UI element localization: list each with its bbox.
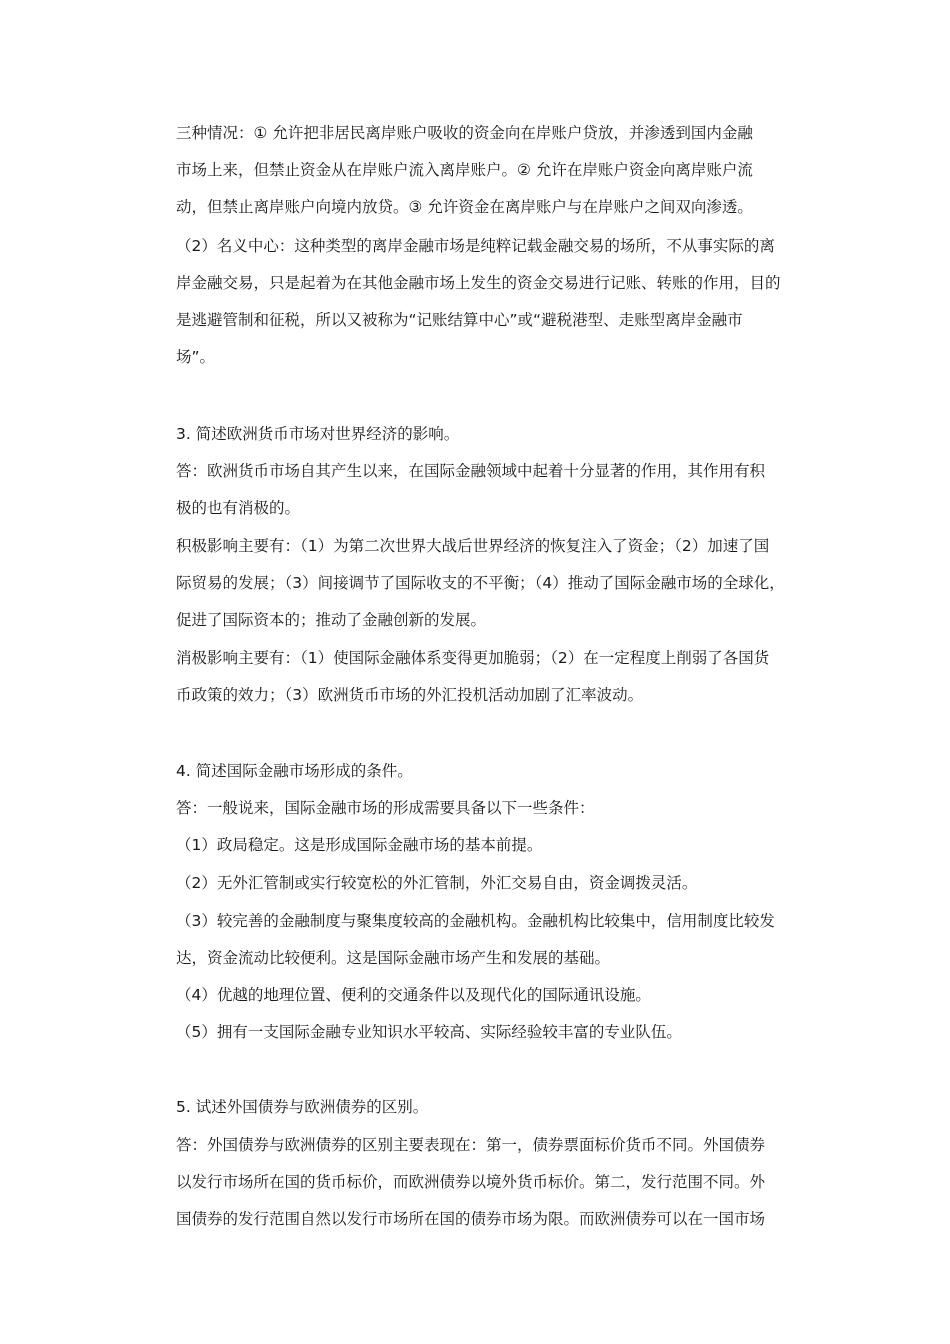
text-line: 消极影响主要有：（1）使国际金融体系变得更加脆弱；（2）在一定程度上削弱了各国货 xyxy=(176,649,770,667)
text-line: 际贸易的发展；（3）间接调节了国际收支的不平衡；（4）推动了国际金融市场的全球化， xyxy=(176,574,785,592)
text-line: 币政策的效力；（3）欧洲货币市场的外汇投机活动加剧了汇率波动。 xyxy=(176,686,644,704)
text-line: 达，资金流动比较便利。这是国际金融市场产生和发展的基础。 xyxy=(176,949,611,967)
text-line: （2）无外汇管制或实行较宽松的外汇管制，外汇交易自由，资金调拨灵活。 xyxy=(176,874,698,892)
text-line: 国债券的发行范围自然以发行市场所在国的债券市场为限。而欧洲债券可以在一国市场 xyxy=(176,1210,766,1228)
text-line: （5）拥有一支国际金融专业知识水平较高、实际经验较丰富的专业队伍。 xyxy=(176,1023,682,1041)
text-line: 积极影响主要有：（1）为第二次世界大战后世界经济的恢复注入了资金；（2）加速了国 xyxy=(176,537,770,555)
question-heading: 3. 简述欧洲货币市场对世界经济的影响。 xyxy=(176,425,460,443)
text-line: 促进了国际资本的；推动了金融创新的发展。 xyxy=(176,611,487,629)
text-line: 答：一般说来，国际金融市场的形成需要具备以下一些条件： xyxy=(176,799,595,817)
text-line: 答：欧洲货币市场自其产生以来，在国际金融领域中起着十分显著的作用，其作用有积 xyxy=(176,462,766,480)
question-heading: 4. 简述国际金融市场形成的条件。 xyxy=(176,762,413,780)
text-line: 三种情况：① 允许把非居民离岸账户吸收的资金向在岸账户贷放，并渗透到国内金融 xyxy=(176,124,753,142)
text-line: 以发行市场所在国的货币标价，而欧洲债券以境外货币标价。第二，发行范围不同。外 xyxy=(176,1173,766,1191)
text-line: 场”。 xyxy=(176,348,216,366)
text-line: （1）政局稳定。这是形成国际金融市场的基本前提。 xyxy=(176,836,543,854)
text-line: 是逃避管制和征税，所以又被称为“记账结算中心”或“避税港型、走账型离岸金融市 xyxy=(176,311,743,329)
text-line: 极的也有消极的。 xyxy=(176,499,301,517)
text-line: 市场上来，但禁止资金从在岸账户流入离岸账户。② 允许在岸账户资金向离岸账户流 xyxy=(176,161,753,179)
text-line: 岸金融交易，只是起着为在其他金融市场上发生的资金交易进行记账、转账的作用，目的 xyxy=(176,274,781,292)
text-line: 动，但禁止离岸账户向境内放贷。③ 允许资金在离岸账户与在岸账户之间双向渗透。 xyxy=(176,198,753,216)
text-line: （3）较完善的金融制度与聚集度较高的金融机构。金融机构比较集中，信用制度比较发 xyxy=(176,912,775,930)
question-heading: 5. 试述外国债券与欧洲债券的区别。 xyxy=(176,1098,429,1116)
text-line: （2）名义中心：这种类型的离岸金融市场是纯粹记载金融交易的场所，不从事实际的离 xyxy=(176,237,775,255)
text-line: 答：外国债券与欧洲债券的区别主要表现在：第一，债券票面标价货币不同。外国债券 xyxy=(176,1136,766,1154)
text-line: （4）优越的地理位置、便利的交通条件以及现代化的国际通讯设施。 xyxy=(176,986,651,1004)
